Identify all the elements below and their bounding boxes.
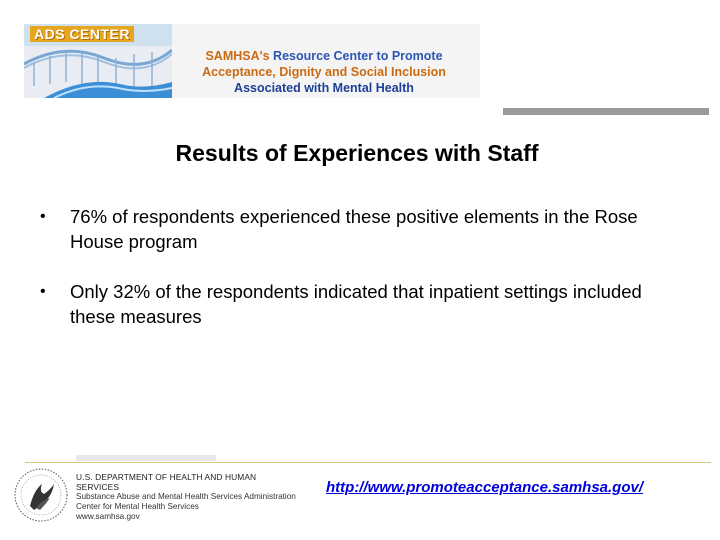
banner-line2: Acceptance, Dignity and Social Inclusion [202, 65, 446, 79]
ads-center-logo: ADS CENTER [30, 26, 134, 42]
bullet-text: Only 32% of the respondents indicated that inpatient settings included these measures [70, 281, 642, 327]
banner-org: SAMHSA's [205, 49, 270, 63]
hhs-site: www.samhsa.gov [76, 512, 140, 521]
banner-line1-rest: Resource Center to Promote [273, 49, 443, 63]
slide-title: Results of Experiences with Staff [175, 140, 539, 166]
footer-url-link[interactable]: http://www.promoteacceptance.samhsa.gov/ [326, 479, 644, 496]
hhs-center: Center for Mental Health Services [76, 502, 199, 511]
bullet-item [40, 204, 680, 254]
bullet-item [40, 279, 680, 329]
bullet-dot: • [40, 208, 46, 225]
hhs-eagle-logo-icon [12, 466, 70, 524]
header-banner [24, 24, 480, 98]
banner-title [174, 48, 474, 96]
banner-line3: Associated with Mental Health [234, 81, 414, 95]
bullet-list [40, 204, 680, 354]
footer-rule [25, 462, 711, 463]
hhs-department: U.S. DEPARTMENT OF HEALTH AND HUMAN SERVICES [76, 472, 257, 492]
footer-divider [76, 455, 216, 461]
hhs-agency: Substance Abuse and Mental Health Services Administration [76, 492, 296, 501]
header-rule [503, 108, 709, 115]
bullet-dot: • [40, 283, 46, 300]
hhs-agency-block [76, 472, 298, 522]
bullet-text: 76% of respondents experienced these positive elements in the Rose House program [70, 206, 638, 252]
